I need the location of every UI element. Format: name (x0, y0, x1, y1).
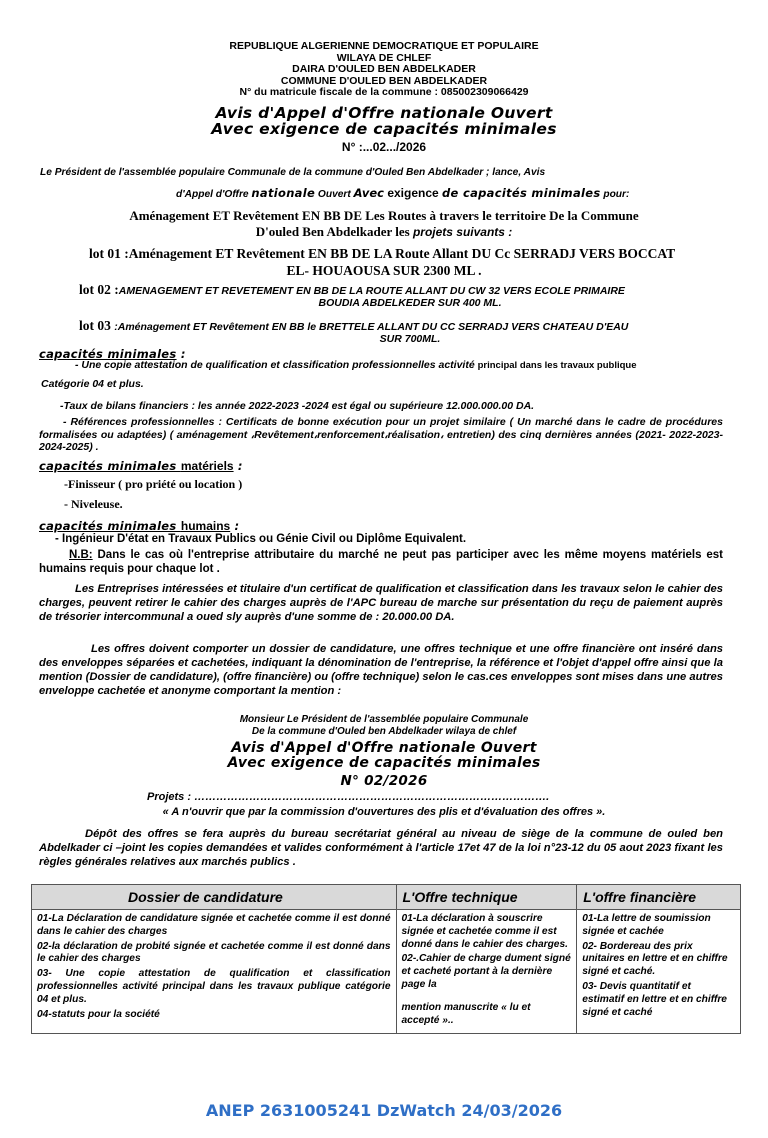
list-item: 02- Bordereau des prix unitaires en lettre et en chiffre signé et caché. (582, 940, 728, 978)
project-line-2 (60, 224, 708, 240)
dossier-table (31, 884, 741, 1034)
mention-line-1: Monsieur Le Président de l'assemblée populaire Communale (239, 714, 529, 725)
title-number: N° :...02.../2026 (341, 140, 427, 154)
materials-item-niveleuse: - Niveleuse. (64, 497, 123, 511)
mention-projets: Projets : ……………………………………………………………………………………. (147, 791, 550, 803)
list-item: 03- Une copie attestation de qualification et classification professionnelles activité principal dans les travaux publique catégorie 04 et plus. (37, 968, 391, 1005)
table-row (32, 910, 741, 1034)
project-text-a: D'ouled Ben Abdelkader les (255, 224, 413, 239)
list-item: mention manuscrite « lu et accepté ».. (401, 1001, 531, 1026)
materials-title-colon: : (233, 459, 243, 473)
mention-title-2: Avec exigence de capacités minimales (227, 755, 541, 771)
table-header-row (32, 885, 741, 910)
header-line-wilaya: WILAYA DE CHLEF (336, 51, 432, 64)
humans-title-colon: : (230, 519, 240, 533)
paragraph-depot: Dépôt des offres se fera auprès du bureau secrétariat général au niveau de siège de la commune de ouled ben Abdelkader ci –joint les copies demandées et valides conformément à l'article 17et 47 de la loi n°23-12 du 05 aout 2023 fixant les règles générales relatives aux marchés publics . (39, 828, 723, 868)
mention-address (0, 714, 768, 738)
paragraph-offres: Les offres doivent comporter un dossier de candidature, une offres technique et une offre financière ont inséré dans des enveloppes séparées et cachetées, indiquant la dénomination de l'entreprise, la référence et l'objet d'appel offre ainsi que la mention (Dossier de candidature), (offre financière) ou (offre technique) selon le cas.ces enveloppes sont mises dans une autres enveloppe cachetée et anonyme comportant la mention : (39, 643, 723, 697)
table-header-candidature: Dossier de candidature (32, 885, 397, 910)
project-block (60, 208, 708, 240)
header-line-republic: REPUBLIQUE ALGERIENNE DEMOCRATIQUE ET POPULAIRE (229, 40, 539, 52)
list-item: 02-.Cahier de charge dument signé et cacheté portant à la dernière page la (401, 953, 571, 990)
header-line-daira: DAIRA D'OULED BEN ABDELKADER (292, 63, 476, 75)
header-line-commune: COMMUNE D'OULED BEN ABDELKADER (280, 74, 488, 87)
humans-nb-label: N.B: (69, 549, 93, 561)
list-item: 01-La Déclaration de candidature signée et cachetée comme il est donné dans le cahier des charges (37, 913, 391, 937)
lot-3-line-2: SUR 700ML. (379, 333, 441, 345)
list-item: 04-statuts pour la société (37, 1008, 160, 1020)
table-cell-candidature (32, 910, 397, 1034)
title-line-1: Avis d'Appel d'Offre nationale Ouvert (215, 104, 553, 122)
capacities-item-1-small: principal dans les travaux publique (477, 360, 637, 371)
humans-nb (39, 548, 723, 576)
table-cell-technique (396, 910, 577, 1034)
capacities-references: - Références professionnelles : Certificats de bonne exécution pour un projet similaire ( Un marché dans le cadre de procédures formalisées ou adaptées) ( aménagement ،Revêtement،renforcement،réalisation، entretien) des cinq dernières années (2021- 2022-2023- 2024-2025) . (39, 416, 723, 453)
intro-text-b: nationale (251, 186, 316, 200)
header-line-matricule: N° du matricule fiscale de la commune : 085002309066429 (239, 86, 529, 98)
paragraph-retrait: Les Entreprises intéressées et titulaire d'un certificat de qualification et classification dans les travaux selon le cahier des charges, peuvent retirer le cahier des charges auprès de l'APC bureau de marche sur présentation du reçu de paiement auprès de trésorier intercommunal a oued sly auprès d'une somme de : 20.000.00 DA. (39, 583, 723, 623)
intro-text-c: Ouvert (315, 189, 354, 200)
list-item: 01-La déclaration à souscrire signée et cachetée comme il est donné dans le cahier des charges. (401, 913, 568, 950)
lot-2-text: AMENAGEMENT ET REVETEMENT EN BB DE LA ROUTE ALLANT DU CW 32 VERS ECOLE PRIMAIRE (118, 285, 625, 297)
intro-line-2 (176, 187, 736, 202)
list-item: 01-La lettre de soumission signée et cachée (582, 913, 711, 937)
table-header-financiere: L'offre financière (577, 885, 741, 910)
mention-title (0, 741, 768, 771)
intro-text-a: d'Appel d'Offre (176, 189, 252, 200)
materials-title-text: capacités minimales (39, 459, 181, 473)
materials-title (39, 457, 243, 475)
materials-title-suffix: matériels (180, 459, 234, 473)
humans-title-suffix: humains (180, 519, 231, 533)
title-line-2: Avec exigence de capacités minimales (211, 120, 557, 138)
lot-3-label: lot 03 (79, 318, 115, 333)
lot-2-line-2: BOUDIA ABDELKEDER SUR 400 ML. (318, 297, 502, 309)
list-item: 03- Devis quantitatif et estimatif en lettre et en chiffre signé et caché (582, 980, 727, 1018)
humans-nb-text: Dans le cas où l'entreprise attributaire du marché ne peut pas participer avec les même moyens matériels est humains requis pour chaque lot . (39, 549, 723, 575)
project-text-b: projets suivants : (412, 225, 513, 239)
lot-1-line-1: lot 01 :Aménagement ET Revêtement EN BB DE LA Route Allant DU Cc SERRADJ VERS BOCCAT (89, 246, 676, 261)
intro-text-e: exigence (383, 186, 443, 200)
capacities-title-colon: : (176, 347, 186, 361)
header-block (0, 41, 768, 99)
mention-title-1: Avis d'Appel d'Offre nationale Ouvert (231, 740, 537, 756)
capacities-item-1 (75, 359, 745, 373)
intro-text-f: de capacités minimales (442, 186, 601, 200)
table-cell-financiere (577, 910, 741, 1034)
title-block (0, 105, 768, 137)
table-header-technique: L'Offre technique (396, 885, 577, 910)
intro-text-d: Avec (353, 186, 384, 200)
mention-note: « A n'ouvrir que par la commission d'ouvertures des plis et d'évaluation des offres ». (162, 806, 606, 818)
capacities-item-1-text: - Une copie attestation de qualification et classification professionnelles activité (75, 359, 478, 371)
intro-line-1: Le Président de l'assemblée populaire Communale de la commune d'Ouled Ben Abdelkader ; lance, Avis (40, 167, 546, 178)
lot-2-label: lot 02 : (79, 282, 119, 297)
capacities-title-text: capacités minimales (39, 347, 177, 361)
humans-item-ingenieur: - Ingénieur D'état en Travaux Publics ou Génie Civil ou Diplôme Equivalent. (55, 533, 467, 545)
intro-text-g: pour: (600, 189, 630, 200)
lot-3-text: :Aménagement ET Revêtement EN BB le BRETTELE ALLANT DU CC SERRADJ VERS CHATEAU D'EAU (114, 321, 629, 333)
footer-reference: ANEP 2631005241 DzWatch 24/03/2026 (205, 1101, 563, 1120)
materials-item-finisseur: -Finisseur ( pro priété ou location ) (64, 477, 243, 491)
mention-line-2: De la commune d'Ouled ben Abdelkader wilaya de chlef (251, 726, 517, 737)
lot-1-line-2: EL- HOUAOUSA SUR 2300 ML . (286, 263, 482, 278)
humans-title-text: capacités minimales (39, 519, 181, 533)
capacities-item-1-category: Catégorie 04 et plus. (41, 378, 144, 390)
list-item: 02-la déclaration de probité signée et cachetée comme il est donné dans le cahier des charges (37, 940, 391, 965)
mention-number: N° 02/2026 (340, 773, 428, 789)
capacities-taux: -Taux de bilans financiers : les année 2022-2023 -2024 est égal ou supérieure 12.000.000.00 DA. (60, 400, 535, 412)
project-line-1: Aménagement ET Revêtement EN BB DE Les Routes à travers le territoire De la Commune (129, 208, 639, 223)
